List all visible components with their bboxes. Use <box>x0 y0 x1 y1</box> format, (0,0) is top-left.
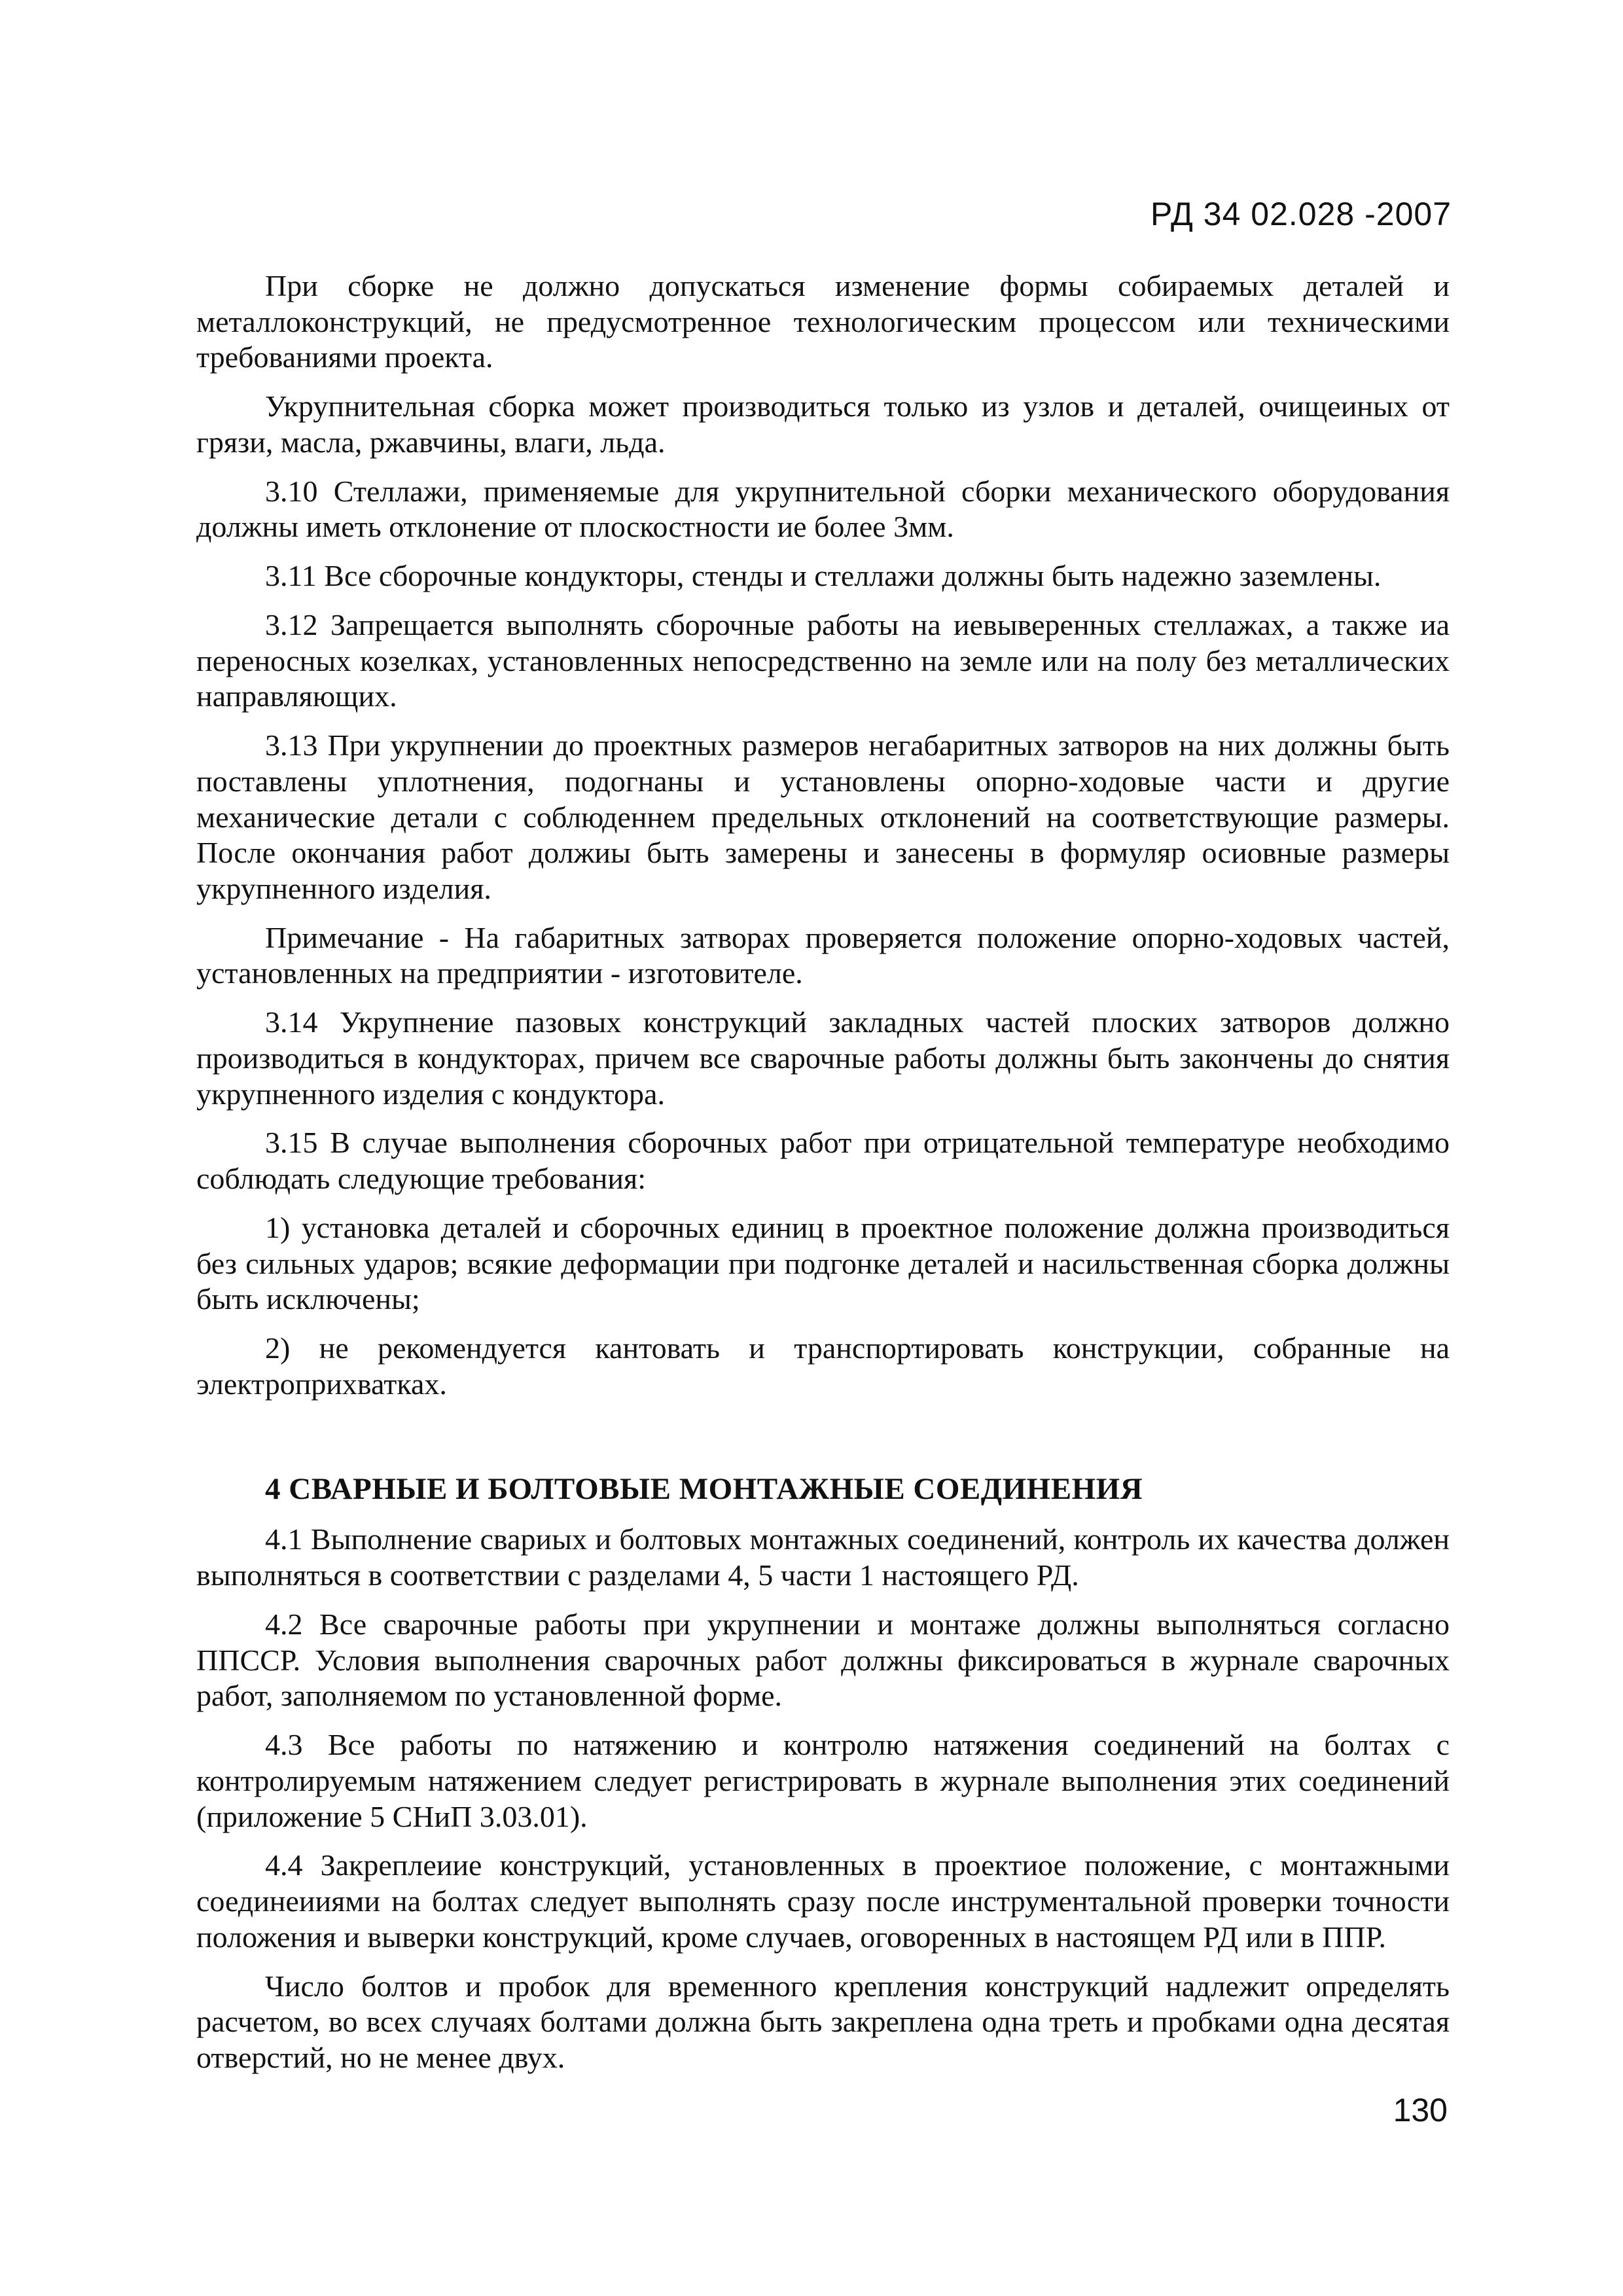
paragraph-bolts-count: Число болтов и пробок для временного крепления конструкций надлежит определять расчетом, во всех случаях болтами должна быть закреплена одна треть и пробками одна десятая отверстий, но не менее двух. <box>196 1969 1450 2075</box>
paragraph-assembly-shape: При сборке не должно допускаться изменение формы собираемых деталей и металлоконструкций, не предусмотренное технологическим процессом или техническими требованиями проекта. <box>196 269 1450 374</box>
paragraph-4-3: 4.3 Все работы по натяжению и контролю натяжения соединений на болтах с контролируемым натяжением следует регистрировать в журнале выполнения этих соединений (приложение 5 СНиП 3.03.01). <box>196 1728 1450 1833</box>
paragraph-3-10: 3.10 Стеллажи, применяемые для укрупнительной сборки механического оборудования должны иметь отклонение от плоскостности ие более 3мм. <box>196 474 1450 544</box>
paragraph-enlarged-assembly: Укрупнительная сборка может производиться только из узлов и деталей, очищеиных от грязи, масла, ржавчины, влаги, льда. <box>196 389 1450 459</box>
paragraph-3-14: 3.14 Укрупнение пазовых конструкций закладных частей плоских затворов должно производиться в кондукторах, причем все сварочные работы должны быть закончены до снятия укрупненного изделия с кондуктора. <box>196 1005 1450 1111</box>
page-number: 130 <box>1393 2092 1448 2128</box>
paragraph-3-12: 3.12 Запрещается выполнять сборочные работы на иевыверенных стеллажах, а также иа переносных козелках, установленных непосредственно на земле или на полу без металлических направляющих. <box>196 607 1450 713</box>
list-item-2: 2) не рекомендуется кантовать и транспортировать конструкции, собранные на электроприхватках. <box>196 1331 1450 1401</box>
paragraph-3-13: 3.13 При укрупнении до проектных размеров негабаритных затворов на них должны быть поставлены уплотнения, подогнаны и установлены опорно-ходовые части и другие механические детали с соблюденнем предельных отклонений на соответствующие размеры. После окончания работ должиы быть замерены и занесены в формуляр осиовные размеры укрупненного изделия. <box>196 728 1450 906</box>
paragraph-3-11: 3.11 Все сборочные кондукторы, стенды и стеллажи должны быть надежно заземлены. <box>265 559 1382 593</box>
document-code-header: РД 34 02.028 -2007 <box>1150 196 1452 232</box>
paragraph-4-2: 4.2 Все сварочные работы при укрупнении и монтаже должны выполняться согласно ППССР. Условия выполнения сварочных работ должны фиксироваться в журнале сварочных работ, заполняемом по установленной форме. <box>196 1607 1450 1713</box>
section-4-title: 4 СВАРНЫЕ И БОЛТОВЫЕ МОНТАЖНЫЕ СОЕДИНЕНИЯ <box>265 1471 1143 1506</box>
paragraph-4-4: 4.4 Закреплеиие конструкций, установленных в проектиое положение, с монтажными соединеииями на болтах следует выполнять сразу после инструментальной проверки точности положения и выверки конструкций, кроме случаев, оговоренных в настоящем РД или в ППР. <box>196 1848 1450 1954</box>
list-item-1: 1) установка деталей и сборочных единиц в проектное положение должна производиться без сильных ударов; всякие деформации при подгонке деталей и насильственная сборка должны быть исключены; <box>196 1210 1450 1316</box>
paragraph-4-1: 4.1 Выполнение свариых и болтовых монтажных соединений, контроль их качества должен выполняться в соответствии с разделами 4, 5 части 1 настоящего РД. <box>196 1522 1450 1592</box>
document-body <box>196 268 1450 2089</box>
paragraph-3-15: 3.15 В случае выполнения сборочных работ при отрицательной температуре необходимо соблюдать следующие требования: <box>196 1126 1450 1196</box>
paragraph-note: Примечание - На габаритных затворах проверяется положение опорно-ходовых частей, установленных на предприятии - изготовителе. <box>196 920 1450 990</box>
